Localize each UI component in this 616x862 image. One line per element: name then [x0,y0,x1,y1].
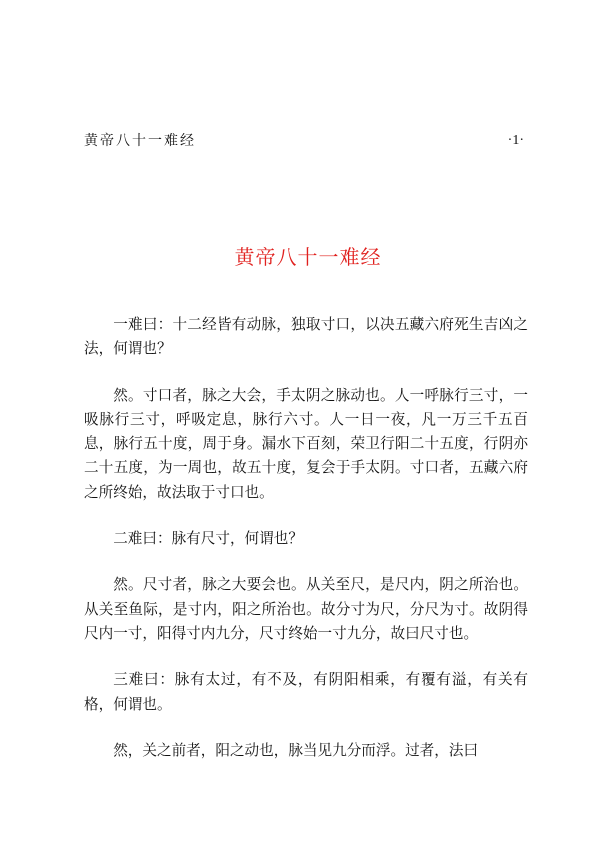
page-title: 黄帝八十一难经 [234,245,382,269]
paragraph-nan-1-answer: 然。寸口者，脉之大会，手太阴之脉动也。人一呼脉行三寸，一吸脉行三寸，呼吸定息，脉行六寸。人一日一夜，凡一万三千五百息，脉行五十度，周于身。漏水下百刻，荣卫行阳二十五度，行阴亦二十五度，为一周也，故五十度，复会于手太阴。寸口者，五藏六府之所终始，故法取于寸口也。 [84,386,528,501]
paragraph-nan-3-question: 三难曰：脉有太过，有不及，有阴阳相乘，有覆有溢，有关有格，何谓也。 [84,671,528,713]
body-text [84,313,528,785]
paragraph-nan-1-question: 一难曰：十二经皆有动脉，独取寸口，以决五藏六府死生吉凶之法，何谓也？ [84,316,528,358]
paragraph-nan-2-question: 二难曰：脉有尺寸，何谓也？ [113,530,303,548]
paragraph-nan-2-answer: 然。尺寸者，脉之大要会也。从关至尺，是尺内，阴之所治也。从关至鱼际，是寸内，阳之所治也。故分寸为尺，分尺为寸。故阴得尺内一寸，阳得寸内九分，尺寸终始一寸九分，故曰尺寸也。 [84,576,528,642]
page-number: ·1· [507,133,524,148]
running-header [84,131,524,153]
running-title: 黄帝八十一难经 [84,133,196,149]
paragraph-nan-3-answer: 然，关之前者，阳之动也，脉当见九分而浮。过者，法曰 [113,741,479,759]
